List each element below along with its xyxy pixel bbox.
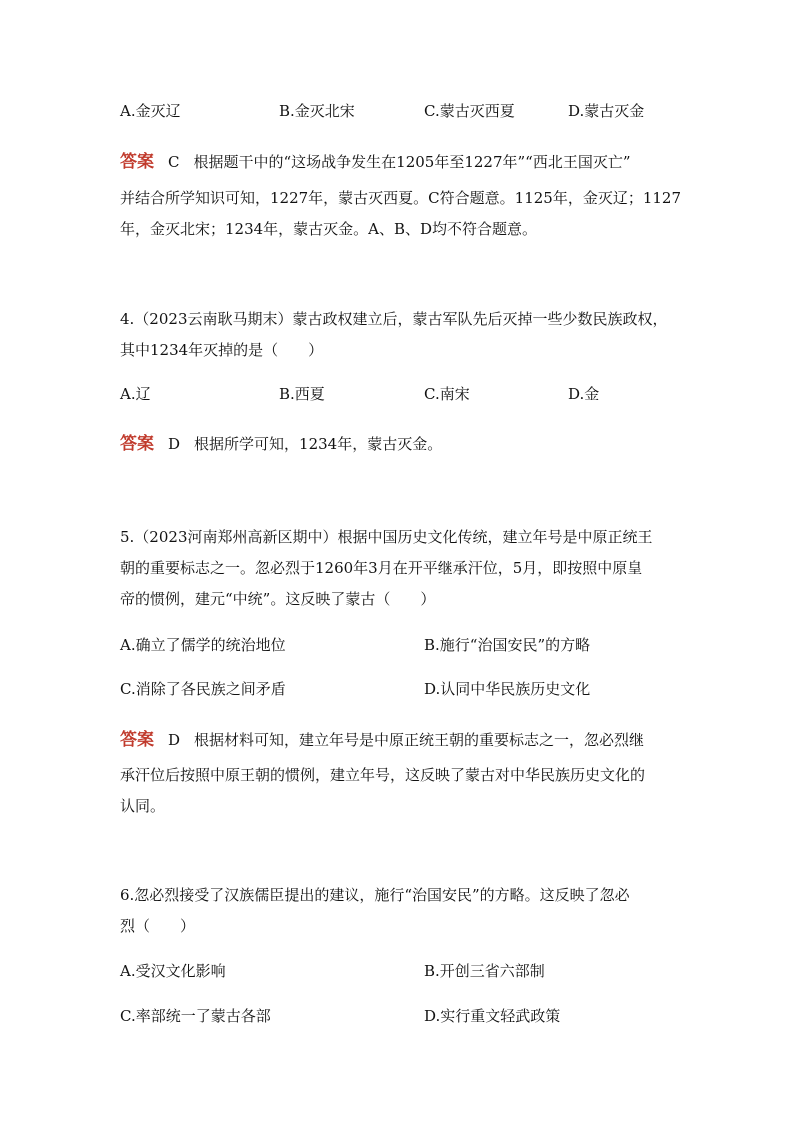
q4-option-b: B.西夏 [279,385,325,403]
q5-explanation-line-2: 承汗位后按照中原王朝的惯例，建立年号，这反映了蒙古对中华民族历史文化的 [120,766,646,784]
q4-answer-letter: D [168,435,181,453]
q4-option-c: C.南宋 [424,385,470,403]
q5-stem-line-2: 朝的重要标志之一。忽必烈于1260年3月在开平继承汗位，5月，即按照中原皇 [120,559,643,577]
q4-explanation-line-1: 根据所学可知，1234年，蒙古灭金。 [194,435,443,453]
q6-option-a: A.受汉文化影响 [120,962,226,980]
q4-answer-label: 答案 [120,434,154,454]
q6-option-d: D.实行重文轻武政策 [424,1007,561,1025]
q3-option-c: C.蒙古灭西夏 [424,102,515,120]
q5-stem-line-3: 帝的惯例，建元“中统”。这反映了蒙古（ ） [120,590,436,608]
q6-option-c: C.率部统一了蒙古各部 [120,1007,271,1025]
q3-answer-letter: C [168,153,180,171]
q4-option-d: D.金 [568,385,600,403]
q6-stem-line-1: 6.忽必烈接受了汉族儒臣提出的建议，施行“治国安民”的方略。这反映了忽必 [120,886,630,904]
q3-explanation-line-1: 根据题干中的“这场战争发生在1205年至1227年”“西北王国灭亡” [193,153,631,171]
q5-answer-letter: D [168,731,181,749]
q4-answer [120,434,442,454]
q5-explanation-line-1: 根据材料可知，建立年号是中原正统王朝的重要标志之一，忽必烈继 [194,731,645,749]
q4-option-a: A.辽 [120,385,151,403]
q6-stem-line-2: 烈（ ） [120,917,196,935]
q5-stem-line-1: 5.（2023河南郑州高新区期中）根据中国历史文化传统，建立年号是中原正统王 [120,528,653,546]
q5-option-c: C.消除了各民族之间矛盾 [120,680,286,698]
q4-stem-line-2: 其中1234年灭掉的是（ ） [120,341,324,359]
q3-option-d: D.蒙古灭金 [568,102,645,120]
q3-option-b: B.金灭北宋 [279,102,355,120]
q4-stem-line-1: 4.（2023云南耿马期末）蒙古政权建立后，蒙古军队先后灭掉一些少数民族政权， [120,310,668,328]
q5-explanation-line-3: 认同。 [120,797,166,815]
q5-answer-label: 答案 [120,730,154,750]
q5-answer [120,730,644,750]
q3-option-a: A.金灭辽 [120,102,181,120]
q5-option-d: D.认同中华民族历史文化 [424,680,591,698]
q3-answer [120,152,631,172]
q3-explanation-line-2: 并结合所学知识可知，1227年，蒙古灭西夏。C符合题意。1125年，金灭辽；1127 [120,189,682,207]
q3-explanation-line-3: 年，金灭北宋；1234年，蒙古灭金。A、B、D均不符合题意。 [120,220,538,238]
q3-answer-label: 答案 [120,152,154,172]
q6-option-b: B.开创三省六部制 [424,962,545,980]
q5-option-a: A.确立了儒学的统治地位 [120,636,286,654]
q5-option-b: B.施行“治国安民”的方略 [424,636,591,654]
